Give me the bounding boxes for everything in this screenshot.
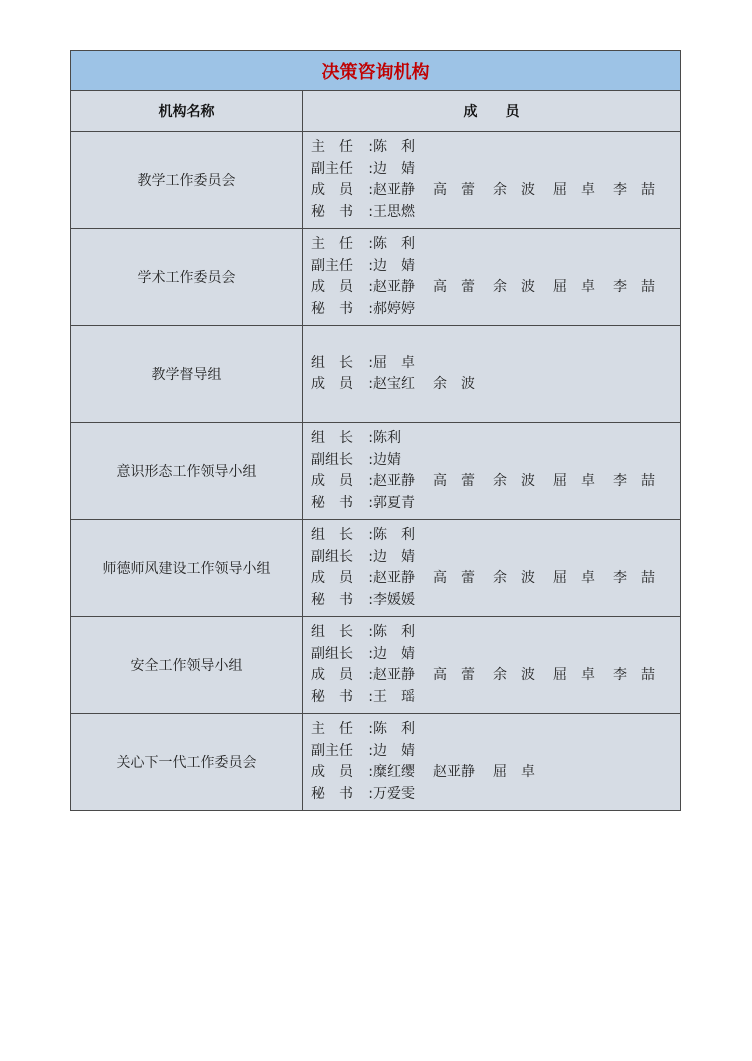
member-name: 万爱雯 xyxy=(373,785,415,802)
member-lines xyxy=(303,525,680,611)
member-names xyxy=(373,687,674,709)
member-line xyxy=(311,137,674,159)
member-name: 陈 利 xyxy=(373,236,415,252)
member-name: 李媛媛 xyxy=(373,591,415,608)
role-label xyxy=(311,525,373,547)
role-label xyxy=(311,687,373,709)
role-text: 成 员 xyxy=(311,376,353,392)
role-label xyxy=(311,180,373,202)
member-line xyxy=(311,374,674,396)
member-name: 屈 卓 xyxy=(553,182,595,198)
role-label xyxy=(311,568,373,590)
org-rows xyxy=(71,132,681,811)
role-text: 副组长 xyxy=(311,645,353,662)
role-label xyxy=(311,665,373,687)
member-name: 郝婷婷 xyxy=(373,300,415,317)
member-line xyxy=(311,428,674,450)
member-line xyxy=(311,202,674,224)
member-line xyxy=(311,547,674,569)
table-row xyxy=(71,132,681,229)
member-name: 高 蕾 xyxy=(433,667,475,683)
role-colon: : xyxy=(368,257,373,274)
member-line xyxy=(311,741,674,763)
role-label xyxy=(311,644,373,666)
role-label xyxy=(311,256,373,278)
member-name: 李 喆 xyxy=(613,182,655,198)
header-org-name: 机构名称 xyxy=(71,91,303,132)
role-label xyxy=(311,137,373,159)
member-names xyxy=(373,784,674,806)
member-line xyxy=(311,687,674,709)
member-names xyxy=(373,665,674,687)
role-label xyxy=(311,784,373,806)
role-colon: : xyxy=(368,494,373,511)
members-cell xyxy=(303,423,681,520)
role-label xyxy=(311,353,373,375)
member-name: 糜红缨 xyxy=(373,764,415,780)
member-name: 王思燃 xyxy=(373,203,415,220)
role-text: 主 任 xyxy=(311,139,353,155)
member-name: 余 波 xyxy=(493,473,535,489)
header-members: 成 员 xyxy=(303,91,681,132)
member-name: 赵亚静 xyxy=(373,279,415,295)
member-name: 边 婧 xyxy=(373,645,415,662)
member-names xyxy=(373,159,674,181)
member-names xyxy=(373,644,674,666)
role-label xyxy=(311,234,373,256)
role-label xyxy=(311,450,373,472)
role-text: 副主任 xyxy=(311,742,353,759)
member-names xyxy=(373,428,674,450)
member-name: 边 婧 xyxy=(373,160,415,177)
org-name-cell: 安全工作领导小组 xyxy=(71,617,303,714)
member-names xyxy=(373,741,674,763)
member-lines xyxy=(303,719,680,805)
member-name: 陈 利 xyxy=(373,139,415,155)
member-lines xyxy=(303,622,680,708)
member-name: 陈 利 xyxy=(373,624,415,640)
member-name: 屈 卓 xyxy=(553,667,595,683)
table-row xyxy=(71,229,681,326)
role-label xyxy=(311,374,373,396)
table-row xyxy=(71,617,681,714)
role-colon: : xyxy=(368,624,373,640)
role-text: 主 任 xyxy=(311,236,353,252)
member-name: 李 喆 xyxy=(613,570,655,586)
role-text: 秘 书 xyxy=(311,591,353,608)
table-row xyxy=(71,520,681,617)
member-name: 屈 卓 xyxy=(553,473,595,489)
role-label xyxy=(311,493,373,515)
role-text: 副组长 xyxy=(311,451,353,468)
org-name-cell: 教学督导组 xyxy=(71,326,303,423)
members-cell xyxy=(303,520,681,617)
role-colon: : xyxy=(368,160,373,177)
role-colon: : xyxy=(368,785,373,802)
member-name: 李 喆 xyxy=(613,667,655,683)
member-names xyxy=(373,762,674,784)
member-line xyxy=(311,234,674,256)
role-text: 组 长 xyxy=(311,430,353,446)
role-colon: : xyxy=(368,721,373,737)
table-row xyxy=(71,714,681,811)
member-name: 赵亚静 xyxy=(373,182,415,198)
member-names xyxy=(373,525,674,547)
role-label xyxy=(311,277,373,299)
role-label xyxy=(311,299,373,321)
member-names xyxy=(373,137,674,159)
member-names xyxy=(373,374,674,396)
member-name: 陈 利 xyxy=(373,527,415,543)
decision-advisory-table xyxy=(70,50,681,811)
header-row xyxy=(71,91,681,132)
role-label xyxy=(311,762,373,784)
member-names xyxy=(373,719,674,741)
member-line xyxy=(311,590,674,612)
member-name: 余 波 xyxy=(493,667,535,683)
member-line xyxy=(311,450,674,472)
member-name: 赵亚静 xyxy=(373,667,415,683)
member-names xyxy=(373,450,674,472)
role-colon: : xyxy=(368,203,373,220)
member-line xyxy=(311,644,674,666)
role-text: 秘 书 xyxy=(311,688,353,705)
member-names xyxy=(373,471,674,493)
role-colon: : xyxy=(368,473,373,489)
role-label xyxy=(311,590,373,612)
org-name-cell: 教学工作委员会 xyxy=(71,132,303,229)
member-names xyxy=(373,299,674,321)
member-name: 余 波 xyxy=(433,376,475,392)
member-line xyxy=(311,719,674,741)
role-text: 秘 书 xyxy=(311,300,353,317)
member-name: 屈 卓 xyxy=(373,354,415,371)
role-colon: : xyxy=(368,742,373,759)
role-text: 主 任 xyxy=(311,721,353,737)
role-colon: : xyxy=(368,182,373,198)
member-name: 边 婧 xyxy=(373,257,415,274)
member-line xyxy=(311,277,674,299)
member-name: 赵亚静 xyxy=(373,570,415,586)
role-colon: : xyxy=(368,764,373,780)
member-name: 余 波 xyxy=(493,570,535,586)
member-line xyxy=(311,180,674,202)
member-name: 陈 利 xyxy=(373,721,415,737)
role-text: 成 员 xyxy=(311,570,353,586)
role-text: 成 员 xyxy=(311,764,353,780)
member-names xyxy=(373,234,674,256)
role-label xyxy=(311,428,373,450)
role-text: 组 长 xyxy=(311,624,353,640)
member-name: 高 蕾 xyxy=(433,182,475,198)
role-colon: : xyxy=(368,667,373,683)
role-colon: : xyxy=(368,300,373,317)
role-text: 副组长 xyxy=(311,548,353,565)
role-colon: : xyxy=(368,591,373,608)
member-name: 边 婧 xyxy=(373,548,415,565)
member-line xyxy=(311,784,674,806)
member-name: 高 蕾 xyxy=(433,473,475,489)
member-line xyxy=(311,525,674,547)
member-names xyxy=(373,622,674,644)
member-names xyxy=(373,568,674,590)
members-cell xyxy=(303,229,681,326)
role-colon: : xyxy=(368,570,373,586)
role-colon: : xyxy=(368,376,373,392)
role-colon: : xyxy=(368,279,373,295)
role-text: 成 员 xyxy=(311,473,353,489)
member-line xyxy=(311,622,674,644)
role-text: 成 员 xyxy=(311,279,353,295)
org-name-cell: 学术工作委员会 xyxy=(71,229,303,326)
role-colon: : xyxy=(368,354,373,371)
member-names xyxy=(373,590,674,612)
member-name: 边婧 xyxy=(373,451,401,468)
role-colon: : xyxy=(368,688,373,705)
member-name: 赵宝红 xyxy=(373,376,415,392)
member-line xyxy=(311,493,674,515)
role-text: 秘 书 xyxy=(311,785,353,802)
member-names xyxy=(373,256,674,278)
member-line xyxy=(311,665,674,687)
role-text: 组 长 xyxy=(311,527,353,543)
member-line xyxy=(311,256,674,278)
member-name: 赵亚静 xyxy=(373,473,415,489)
role-colon: : xyxy=(368,430,373,446)
member-line xyxy=(311,159,674,181)
member-lines xyxy=(303,234,680,320)
role-label xyxy=(311,202,373,224)
role-label xyxy=(311,741,373,763)
role-colon: : xyxy=(368,527,373,543)
title-row xyxy=(71,51,681,91)
role-text: 成 员 xyxy=(311,182,353,198)
members-cell xyxy=(303,326,681,423)
role-colon: : xyxy=(368,645,373,662)
role-colon: : xyxy=(368,139,373,155)
member-name: 余 波 xyxy=(493,279,535,295)
table-title: 决策咨询机构 xyxy=(71,51,681,91)
member-name: 余 波 xyxy=(493,182,535,198)
member-lines xyxy=(303,137,680,223)
member-names xyxy=(373,547,674,569)
org-name-cell: 师德师风建设工作领导小组 xyxy=(71,520,303,617)
member-name: 赵亚静 xyxy=(433,764,475,780)
member-name: 屈 卓 xyxy=(493,764,535,780)
member-names xyxy=(373,353,674,375)
member-name: 屈 卓 xyxy=(553,570,595,586)
member-name: 陈利 xyxy=(373,430,401,446)
role-label xyxy=(311,159,373,181)
role-label xyxy=(311,719,373,741)
role-label xyxy=(311,622,373,644)
role-label xyxy=(311,547,373,569)
members-cell xyxy=(303,617,681,714)
role-colon: : xyxy=(368,236,373,252)
role-text: 组 长 xyxy=(311,354,353,371)
role-text: 副主任 xyxy=(311,257,353,274)
members-cell xyxy=(303,132,681,229)
member-line xyxy=(311,762,674,784)
table-row xyxy=(71,423,681,520)
member-name: 高 蕾 xyxy=(433,279,475,295)
org-name-cell: 意识形态工作领导小组 xyxy=(71,423,303,520)
member-names xyxy=(373,180,674,202)
member-names xyxy=(373,277,674,299)
role-text: 秘 书 xyxy=(311,494,353,511)
member-name: 屈 卓 xyxy=(553,279,595,295)
members-cell xyxy=(303,714,681,811)
role-text: 成 员 xyxy=(311,667,353,683)
member-line xyxy=(311,471,674,493)
member-name: 高 蕾 xyxy=(433,570,475,586)
role-text: 副主任 xyxy=(311,160,353,177)
table-row xyxy=(71,326,681,423)
org-name-cell: 关心下一代工作委员会 xyxy=(71,714,303,811)
member-line xyxy=(311,299,674,321)
member-line xyxy=(311,353,674,375)
member-lines xyxy=(303,428,680,514)
member-line xyxy=(311,568,674,590)
role-label xyxy=(311,471,373,493)
member-lines xyxy=(303,353,680,396)
member-name: 王 瑶 xyxy=(373,688,415,705)
member-name: 李 喆 xyxy=(613,279,655,295)
member-name: 边 婧 xyxy=(373,742,415,759)
member-names xyxy=(373,202,674,224)
role-colon: : xyxy=(368,548,373,565)
role-text: 秘 书 xyxy=(311,203,353,220)
member-name: 郭夏青 xyxy=(373,494,415,511)
member-name: 李 喆 xyxy=(613,473,655,489)
member-names xyxy=(373,493,674,515)
role-colon: : xyxy=(368,451,373,468)
